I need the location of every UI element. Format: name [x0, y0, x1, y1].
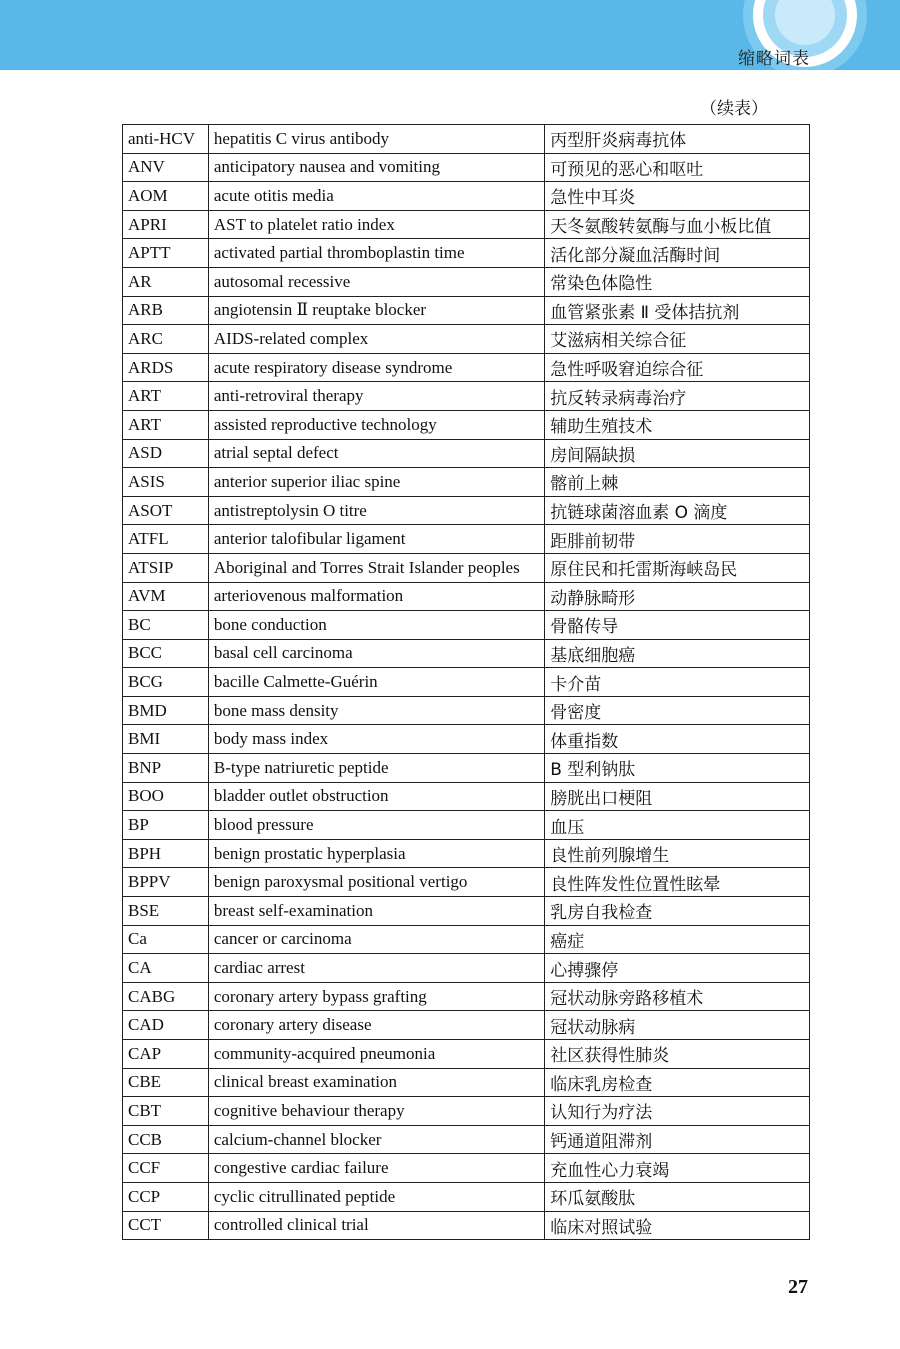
chinese-term-cell: 抗链球菌溶血素 O 滴度	[545, 496, 810, 525]
english-term-cell: cardiac arrest	[208, 954, 544, 983]
table-row	[123, 1211, 810, 1240]
table-row	[123, 182, 810, 211]
abbreviation-cell: ANV	[123, 153, 209, 182]
abbreviation-cell: CCT	[123, 1211, 209, 1240]
english-term-cell: hepatitis C virus antibody	[208, 125, 544, 154]
abbreviation-cell: APRI	[123, 210, 209, 239]
table-row	[123, 439, 810, 468]
table-row	[123, 125, 810, 154]
table-row	[123, 639, 810, 668]
abbreviation-cell: ART	[123, 382, 209, 411]
english-term-cell: angiotensin Ⅱ reuptake blocker	[208, 296, 544, 325]
table-row	[123, 754, 810, 783]
table-row	[123, 696, 810, 725]
english-term-cell: bacille Calmette-Guérin	[208, 668, 544, 697]
chinese-term-cell: 距腓前韧带	[545, 525, 810, 554]
table-row	[123, 1154, 810, 1183]
abbreviation-cell: BCG	[123, 668, 209, 697]
english-term-cell: anterior talofibular ligament	[208, 525, 544, 554]
chinese-term-cell: 基底细胞癌	[545, 639, 810, 668]
english-term-cell: acute otitis media	[208, 182, 544, 211]
table-row	[123, 925, 810, 954]
table-row	[123, 1040, 810, 1069]
english-term-cell: blood pressure	[208, 811, 544, 840]
table-row	[123, 1011, 810, 1040]
chinese-term-cell: 动静脉畸形	[545, 582, 810, 611]
chinese-term-cell: 可预见的恶心和呕吐	[545, 153, 810, 182]
abbreviation-cell: BNP	[123, 754, 209, 783]
english-term-cell: congestive cardiac failure	[208, 1154, 544, 1183]
chinese-term-cell: 丙型肝炎病毒抗体	[545, 125, 810, 154]
table-row	[123, 1182, 810, 1211]
chinese-term-cell: 认知行为疗法	[545, 1097, 810, 1126]
table-row	[123, 1125, 810, 1154]
abbreviation-cell: CAD	[123, 1011, 209, 1040]
abbreviation-cell: CCF	[123, 1154, 209, 1183]
english-term-cell: assisted reproductive technology	[208, 410, 544, 439]
abbreviation-cell: AOM	[123, 182, 209, 211]
english-term-cell: coronary artery bypass grafting	[208, 982, 544, 1011]
abbreviation-cell: Ca	[123, 925, 209, 954]
chinese-term-cell: 卡介苗	[545, 668, 810, 697]
table-row	[123, 468, 810, 497]
chinese-term-cell: 膀胱出口梗阻	[545, 782, 810, 811]
abbreviation-cell: ASOT	[123, 496, 209, 525]
abbreviation-cell: CCP	[123, 1182, 209, 1211]
chinese-term-cell: 急性中耳炎	[545, 182, 810, 211]
english-term-cell: B-type natriuretic peptide	[208, 754, 544, 783]
abbreviation-table	[122, 124, 810, 1240]
abbreviation-cell: ARDS	[123, 353, 209, 382]
table-row	[123, 210, 810, 239]
chinese-term-cell: 临床对照试验	[545, 1211, 810, 1240]
abbreviation-cell: BPPV	[123, 868, 209, 897]
abbreviation-cell: BOO	[123, 782, 209, 811]
abbreviation-cell: ARC	[123, 325, 209, 354]
abbreviation-cell: ARB	[123, 296, 209, 325]
english-term-cell: autosomal recessive	[208, 267, 544, 296]
table-row	[123, 382, 810, 411]
abbreviation-cell: ASD	[123, 439, 209, 468]
table-row	[123, 839, 810, 868]
english-term-cell: controlled clinical trial	[208, 1211, 544, 1240]
table-row	[123, 611, 810, 640]
table-row	[123, 668, 810, 697]
english-term-cell: bladder outlet obstruction	[208, 782, 544, 811]
table-row	[123, 811, 810, 840]
abbreviation-cell: CBE	[123, 1068, 209, 1097]
english-term-cell: anti-retroviral therapy	[208, 382, 544, 411]
abbreviation-cell: BCC	[123, 639, 209, 668]
chinese-term-cell: 骨骼传导	[545, 611, 810, 640]
table-row	[123, 725, 810, 754]
chinese-term-cell: 房间隔缺损	[545, 439, 810, 468]
section-title: 缩略词表	[738, 49, 810, 69]
english-term-cell: calcium-channel blocker	[208, 1125, 544, 1154]
abbreviation-cell: BP	[123, 811, 209, 840]
table-row	[123, 239, 810, 268]
chinese-term-cell: 原住民和托雷斯海峡岛民	[545, 553, 810, 582]
abbreviation-cell: ASIS	[123, 468, 209, 497]
table-row	[123, 868, 810, 897]
abbreviation-cell: CA	[123, 954, 209, 983]
chinese-term-cell: 钙通道阻滞剂	[545, 1125, 810, 1154]
english-term-cell: breast self-examination	[208, 897, 544, 926]
chinese-term-cell: 天冬氨酸转氨酶与血小板比值	[545, 210, 810, 239]
chinese-term-cell: 临床乳房检查	[545, 1068, 810, 1097]
chinese-term-cell: 心搏骤停	[545, 954, 810, 983]
chinese-term-cell: 艾滋病相关综合征	[545, 325, 810, 354]
chinese-term-cell: 抗反转录病毒治疗	[545, 382, 810, 411]
table-row	[123, 496, 810, 525]
abbreviation-cell: BMD	[123, 696, 209, 725]
abbreviation-cell: ATFL	[123, 525, 209, 554]
english-term-cell: activated partial thromboplastin time	[208, 239, 544, 268]
table-row	[123, 1068, 810, 1097]
english-term-cell: anterior superior iliac spine	[208, 468, 544, 497]
abbreviation-cell: CABG	[123, 982, 209, 1011]
table-row	[123, 782, 810, 811]
chinese-term-cell: 血压	[545, 811, 810, 840]
table-row	[123, 525, 810, 554]
table-row	[123, 353, 810, 382]
chinese-term-cell: 冠状动脉旁路移植术	[545, 982, 810, 1011]
english-term-cell: AIDS-related complex	[208, 325, 544, 354]
chinese-term-cell: 骨密度	[545, 696, 810, 725]
english-term-cell: clinical breast examination	[208, 1068, 544, 1097]
chinese-term-cell: 辅助生殖技术	[545, 410, 810, 439]
page-number: 27	[788, 1276, 808, 1298]
chinese-term-cell: 乳房自我检查	[545, 897, 810, 926]
english-term-cell: antistreptolysin O titre	[208, 496, 544, 525]
chinese-term-cell: 体重指数	[545, 725, 810, 754]
table-row	[123, 1097, 810, 1126]
chinese-term-cell: 良性前列腺增生	[545, 839, 810, 868]
table-row	[123, 582, 810, 611]
english-term-cell: cancer or carcinoma	[208, 925, 544, 954]
table-row	[123, 325, 810, 354]
abbreviation-cell: APTT	[123, 239, 209, 268]
abbreviation-cell: AR	[123, 267, 209, 296]
abbreviation-cell: BC	[123, 611, 209, 640]
table-row	[123, 897, 810, 926]
table-row	[123, 954, 810, 983]
chinese-term-cell: 环瓜氨酸肽	[545, 1182, 810, 1211]
english-term-cell: cognitive behaviour therapy	[208, 1097, 544, 1126]
chinese-term-cell: 活化部分凝血活酶时间	[545, 239, 810, 268]
chinese-term-cell: 充血性心力衰竭	[545, 1154, 810, 1183]
english-term-cell: Aboriginal and Torres Strait Islander peoples	[208, 553, 544, 582]
english-term-cell: atrial septal defect	[208, 439, 544, 468]
english-term-cell: AST to platelet ratio index	[208, 210, 544, 239]
chinese-term-cell: 常染色体隐性	[545, 267, 810, 296]
table-row	[123, 410, 810, 439]
english-term-cell: bone conduction	[208, 611, 544, 640]
english-term-cell: benign paroxysmal positional vertigo	[208, 868, 544, 897]
chinese-term-cell: 良性阵发性位置性眩晕	[545, 868, 810, 897]
chinese-term-cell: 髂前上棘	[545, 468, 810, 497]
chinese-term-cell: B 型利钠肽	[545, 754, 810, 783]
english-term-cell: community-acquired pneumonia	[208, 1040, 544, 1069]
english-term-cell: cyclic citrullinated peptide	[208, 1182, 544, 1211]
abbreviation-cell: AVM	[123, 582, 209, 611]
english-term-cell: coronary artery disease	[208, 1011, 544, 1040]
chinese-term-cell: 冠状动脉病	[545, 1011, 810, 1040]
english-term-cell: benign prostatic hyperplasia	[208, 839, 544, 868]
english-term-cell: arteriovenous malformation	[208, 582, 544, 611]
abbreviation-cell: anti-HCV	[123, 125, 209, 154]
english-term-cell: acute respiratory disease syndrome	[208, 353, 544, 382]
table-row	[123, 553, 810, 582]
chinese-term-cell: 社区获得性肺炎	[545, 1040, 810, 1069]
english-term-cell: anticipatory nausea and vomiting	[208, 153, 544, 182]
abbreviation-cell: ATSIP	[123, 553, 209, 582]
abbreviation-cell: CAP	[123, 1040, 209, 1069]
abbreviation-cell: BMI	[123, 725, 209, 754]
abbreviation-cell: BSE	[123, 897, 209, 926]
table-row	[123, 982, 810, 1011]
continued-label: （续表）	[700, 99, 768, 119]
table-row	[123, 267, 810, 296]
table-row	[123, 153, 810, 182]
english-term-cell: body mass index	[208, 725, 544, 754]
chinese-term-cell: 血管紧张素 Ⅱ 受体拮抗剂	[545, 296, 810, 325]
english-term-cell: bone mass density	[208, 696, 544, 725]
abbreviation-cell: CCB	[123, 1125, 209, 1154]
abbreviation-cell: ART	[123, 410, 209, 439]
english-term-cell: basal cell carcinoma	[208, 639, 544, 668]
abbreviation-cell: CBT	[123, 1097, 209, 1126]
chinese-term-cell: 急性呼吸窘迫综合征	[545, 353, 810, 382]
chinese-term-cell: 癌症	[545, 925, 810, 954]
abbreviation-cell: BPH	[123, 839, 209, 868]
table-row	[123, 296, 810, 325]
